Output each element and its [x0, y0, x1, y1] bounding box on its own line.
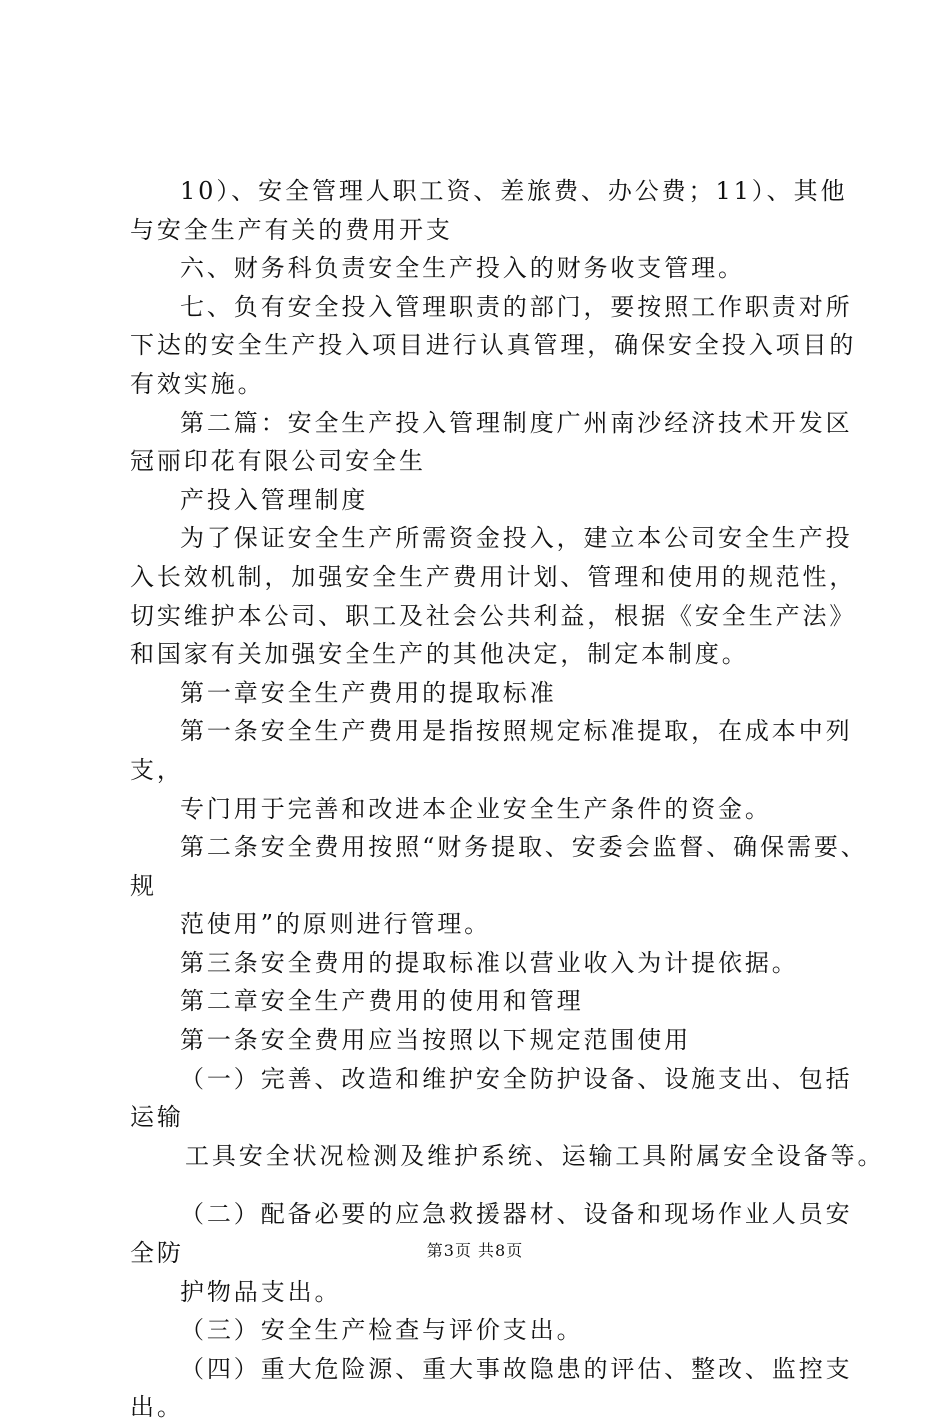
- section-heading-line: 第二篇：安全生产投入管理制度广州南沙经济技术开发区: [180, 408, 853, 437]
- paragraph-line: 切实维护本公司、职工及社会公共利益，根据《安全生产法》: [130, 601, 857, 630]
- paragraph-line: 为了保证安全生产所需资金投入，建立本公司安全生产投: [180, 524, 853, 553]
- chapter-heading: 第二章安全生产费用的使用和管理: [180, 987, 584, 1016]
- paragraph-gap: [130, 1175, 850, 1195]
- list-item-line: 护物品支出。: [180, 1277, 342, 1306]
- chapter-heading: 第一章安全生产费用的提取标准: [180, 678, 557, 707]
- list-item-line: （二）配备必要的应急救援器材、设备和现场作业人员安: [180, 1200, 853, 1229]
- article-line: 范使用”的原则进行管理。: [180, 910, 492, 939]
- article-line: 第二条安全费用按照“财务提取、安委会监督、确保需要、: [180, 833, 868, 862]
- paragraph-line: 下达的安全生产投入项目进行认真管理，确保安全投入项目的: [130, 331, 857, 360]
- list-item-line: 工具安全状况检测及维护系统、运输工具附属安全设备等。: [185, 1141, 885, 1170]
- list-item-line: （三）安全生产检查与评价支出。: [180, 1316, 584, 1345]
- paragraph-line: 与安全生产有关的费用开支: [130, 215, 453, 244]
- article-line: 支，: [130, 755, 184, 784]
- list-item-line: 出。: [130, 1393, 184, 1422]
- article-line: 第一条安全费用应当按照以下规定范围使用: [180, 1026, 692, 1055]
- paragraph-line: 入长效机制，加强安全生产费用计划、管理和使用的规范性，: [130, 562, 857, 591]
- section-heading-line: 冠丽印花有限公司安全生: [130, 447, 426, 476]
- paragraph-line: 七、负有安全投入管理职责的部门，要按照工作职责对所: [180, 292, 853, 321]
- paragraph-line: 10）、安全管理人职工资、差旅费、办公费；11）、其他: [180, 177, 848, 205]
- article-line: 规: [130, 871, 157, 900]
- article-line: 第三条安全费用的提取标准以营业收入为计提依据。: [180, 948, 799, 977]
- paragraph-line: 有效实施。: [130, 369, 265, 398]
- article-line: 第一条安全生产费用是指按照规定标准提取，在成本中列: [180, 717, 853, 746]
- section-heading-line: 产投入管理制度: [180, 485, 369, 514]
- paragraph-line: 六、财务科负责安全生产投入的财务收支管理。: [180, 254, 745, 283]
- page-number-footer: 第3页 共8页: [426, 1241, 524, 1260]
- list-item-line: 全防: [130, 1239, 184, 1268]
- article-line: 专门用于完善和改进本企业安全生产条件的资金。: [180, 794, 772, 823]
- list-item-line: 运输: [130, 1103, 184, 1132]
- list-item-line: （一）完善、改造和维护安全防护设备、设施支出、包括: [180, 1064, 853, 1093]
- paragraph-line: 和国家有关加强安全生产的其他决定，制定本制度。: [130, 640, 749, 669]
- list-item-line: （四）重大危险源、重大事故隐患的评估、整改、监控支: [180, 1354, 853, 1383]
